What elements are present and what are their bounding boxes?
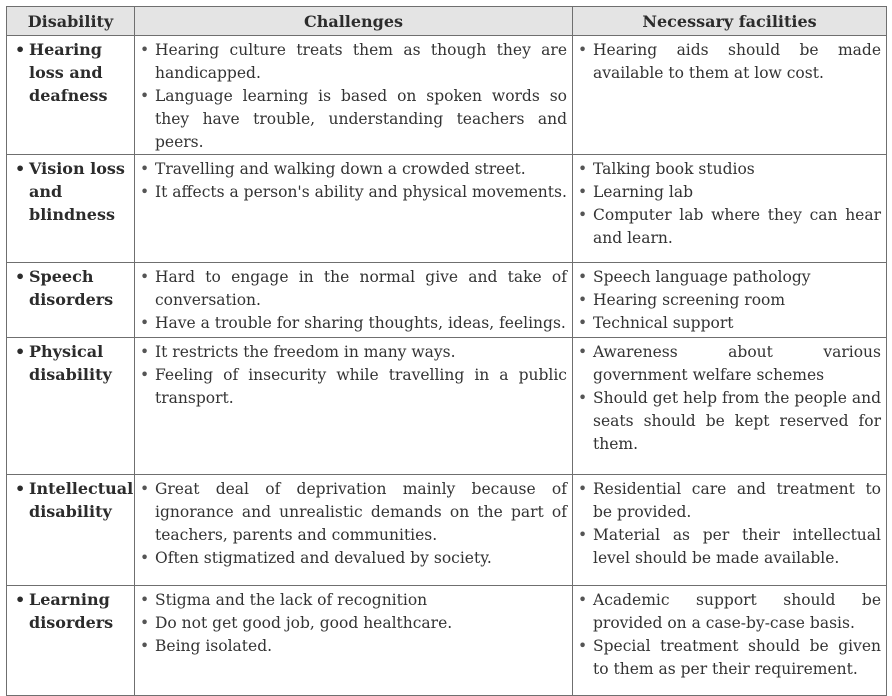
disability-name — [7, 36, 134, 107]
disability-name — [7, 475, 134, 523]
list-item — [140, 364, 567, 410]
bullet-icon: • — [140, 41, 150, 59]
disability-label: Physical disability — [29, 342, 112, 384]
bullet-icon: • — [140, 268, 150, 286]
challenges-list — [135, 263, 572, 335]
challenges-cell — [135, 263, 573, 338]
list-item-text: Hearing screening room — [593, 291, 786, 309]
list-item-text: Often stigmatized and devalued by society. — [155, 549, 492, 567]
header-disability: Disability — [7, 7, 135, 36]
list-item-text: Great deal of deprivation mainly because of ignorance and unrealistic demands on the part of teachers, parents and communities. — [155, 480, 567, 544]
challenges-list — [135, 586, 572, 658]
disability-name — [7, 155, 134, 226]
list-item — [578, 635, 881, 681]
challenges-list — [135, 338, 572, 410]
challenges-list — [135, 36, 572, 154]
disability-cell — [7, 155, 135, 263]
list-item — [578, 478, 881, 524]
list-item — [578, 289, 881, 312]
facilities-cell — [573, 475, 887, 586]
bullet-icon: • — [140, 183, 150, 201]
challenges-cell — [135, 155, 573, 263]
list-item — [140, 85, 567, 154]
list-item — [578, 181, 881, 204]
bullet-icon: • — [578, 268, 588, 286]
header-row — [7, 7, 887, 36]
list-item — [578, 589, 881, 635]
list-item-text: Special treatment should be given to them as per their requirement. — [593, 637, 881, 678]
list-item-text: Residential care and treatment to be provided. — [593, 480, 881, 521]
list-item-text: Have a trouble for sharing thoughts, ideas, feelings. — [155, 314, 566, 332]
disability-cell — [7, 36, 135, 155]
list-item-text: Stigma and the lack of recognition — [155, 591, 428, 609]
header-facilities: Necessary facilities — [573, 7, 887, 36]
disability-name — [7, 586, 134, 634]
facilities-list — [573, 263, 886, 335]
disability-cell — [7, 338, 135, 475]
bullet-icon: • — [15, 479, 26, 498]
list-item — [140, 181, 567, 204]
list-item — [140, 612, 567, 635]
list-item — [578, 266, 881, 289]
facilities-list — [573, 475, 886, 570]
list-item — [140, 341, 567, 364]
bullet-icon: • — [140, 87, 150, 105]
bullet-icon: • — [578, 206, 588, 224]
list-item-text: Hearing aids should be made available to them at low cost. — [593, 41, 881, 82]
list-item — [140, 589, 567, 612]
disability-label: Vision loss and blindness — [29, 159, 125, 224]
list-item-text: Travelling and walking down a crowded street. — [155, 160, 526, 178]
list-item — [140, 266, 567, 312]
list-item-text: Speech language pathology — [593, 268, 811, 286]
facilities-cell — [573, 586, 887, 696]
bullet-icon: • — [140, 637, 150, 655]
list-item — [140, 39, 567, 85]
table-row — [7, 586, 887, 696]
facilities-cell — [573, 36, 887, 155]
table-row — [7, 263, 887, 338]
disability-cell — [7, 263, 135, 338]
list-item — [578, 39, 881, 85]
list-item-text: Awareness about various government welfare schemes — [593, 343, 881, 384]
disability-cell — [7, 586, 135, 696]
bullet-icon: • — [15, 590, 26, 609]
bullet-icon: • — [578, 183, 588, 201]
bullet-icon: • — [578, 343, 588, 361]
list-item-text: Do not get good job, good healthcare. — [155, 614, 453, 632]
list-item — [578, 158, 881, 181]
bullet-icon: • — [140, 366, 150, 384]
bullet-icon: • — [15, 267, 26, 286]
table-row — [7, 155, 887, 263]
bullet-icon: • — [578, 389, 588, 407]
challenges-list — [135, 475, 572, 570]
list-item — [140, 635, 567, 658]
challenges-cell — [135, 586, 573, 696]
disability-cell — [7, 475, 135, 586]
facilities-list — [573, 586, 886, 681]
bullet-icon: • — [578, 591, 588, 609]
challenges-cell — [135, 36, 573, 155]
disability-label: Intellectual disability — [29, 479, 134, 521]
bullet-icon: • — [578, 41, 588, 59]
challenges-cell — [135, 475, 573, 586]
list-item-text: Hearing culture treats them as though they are handicapped. — [155, 41, 567, 82]
bullet-icon: • — [140, 591, 150, 609]
header-challenges: Challenges — [135, 7, 573, 36]
disability-table — [6, 6, 887, 696]
disability-label: Hearing loss and deafness — [29, 40, 108, 105]
facilities-cell — [573, 263, 887, 338]
disability-name — [7, 263, 134, 311]
list-item — [578, 341, 881, 387]
list-item — [578, 524, 881, 570]
facilities-cell — [573, 338, 887, 475]
bullet-icon: • — [578, 291, 588, 309]
list-item-text: Computer lab where they can hear and learn. — [593, 206, 881, 247]
list-item-text: Material as per their intellectual level should be made available. — [593, 526, 881, 567]
list-item-text: Academic support should be provided on a case-by-case basis. — [593, 591, 881, 632]
list-item-text: Technical support — [593, 314, 734, 332]
list-item-text: It affects a person's ability and physical movements. — [155, 183, 567, 201]
list-item — [578, 387, 881, 456]
facilities-cell — [573, 155, 887, 263]
list-item — [140, 478, 567, 547]
list-item-text: It restricts the freedom in many ways. — [155, 343, 456, 361]
bullet-icon: • — [15, 342, 26, 361]
list-item — [140, 547, 567, 570]
list-item-text: Should get help from the people and seats should be kept reserved for them. — [593, 389, 881, 453]
bullet-icon: • — [140, 480, 150, 498]
bullet-icon: • — [578, 314, 588, 332]
list-item-text: Language learning is based on spoken words so they have trouble, understanding teachers and peers. — [155, 87, 567, 151]
challenges-list — [135, 155, 572, 204]
list-item — [578, 204, 881, 250]
list-item-text: Talking book studios — [593, 160, 755, 178]
bullet-icon: • — [578, 526, 588, 544]
table-row — [7, 475, 887, 586]
bullet-icon: • — [15, 159, 26, 178]
disability-label: Learning disorders — [29, 590, 114, 632]
facilities-list — [573, 155, 886, 250]
challenges-cell — [135, 338, 573, 475]
table-row — [7, 36, 887, 155]
table-row — [7, 338, 887, 475]
disability-name — [7, 338, 134, 386]
list-item — [578, 312, 881, 335]
list-item — [140, 158, 567, 181]
list-item — [140, 312, 567, 335]
bullet-icon: • — [140, 614, 150, 632]
facilities-list — [573, 36, 886, 85]
bullet-icon: • — [15, 40, 26, 59]
bullet-icon: • — [578, 637, 588, 655]
bullet-icon: • — [578, 160, 588, 178]
list-item-text: Hard to engage in the normal give and take of conversation. — [155, 268, 567, 309]
bullet-icon: • — [140, 160, 150, 178]
list-item-text: Being isolated. — [155, 637, 273, 655]
bullet-icon: • — [578, 480, 588, 498]
bullet-icon: • — [140, 314, 150, 332]
bullet-icon: • — [140, 549, 150, 567]
disability-label: Speech disorders — [29, 267, 114, 309]
facilities-list — [573, 338, 886, 456]
bullet-icon: • — [140, 343, 150, 361]
list-item-text: Learning lab — [593, 183, 694, 201]
list-item-text: Feeling of insecurity while travelling in a public transport. — [155, 366, 567, 407]
